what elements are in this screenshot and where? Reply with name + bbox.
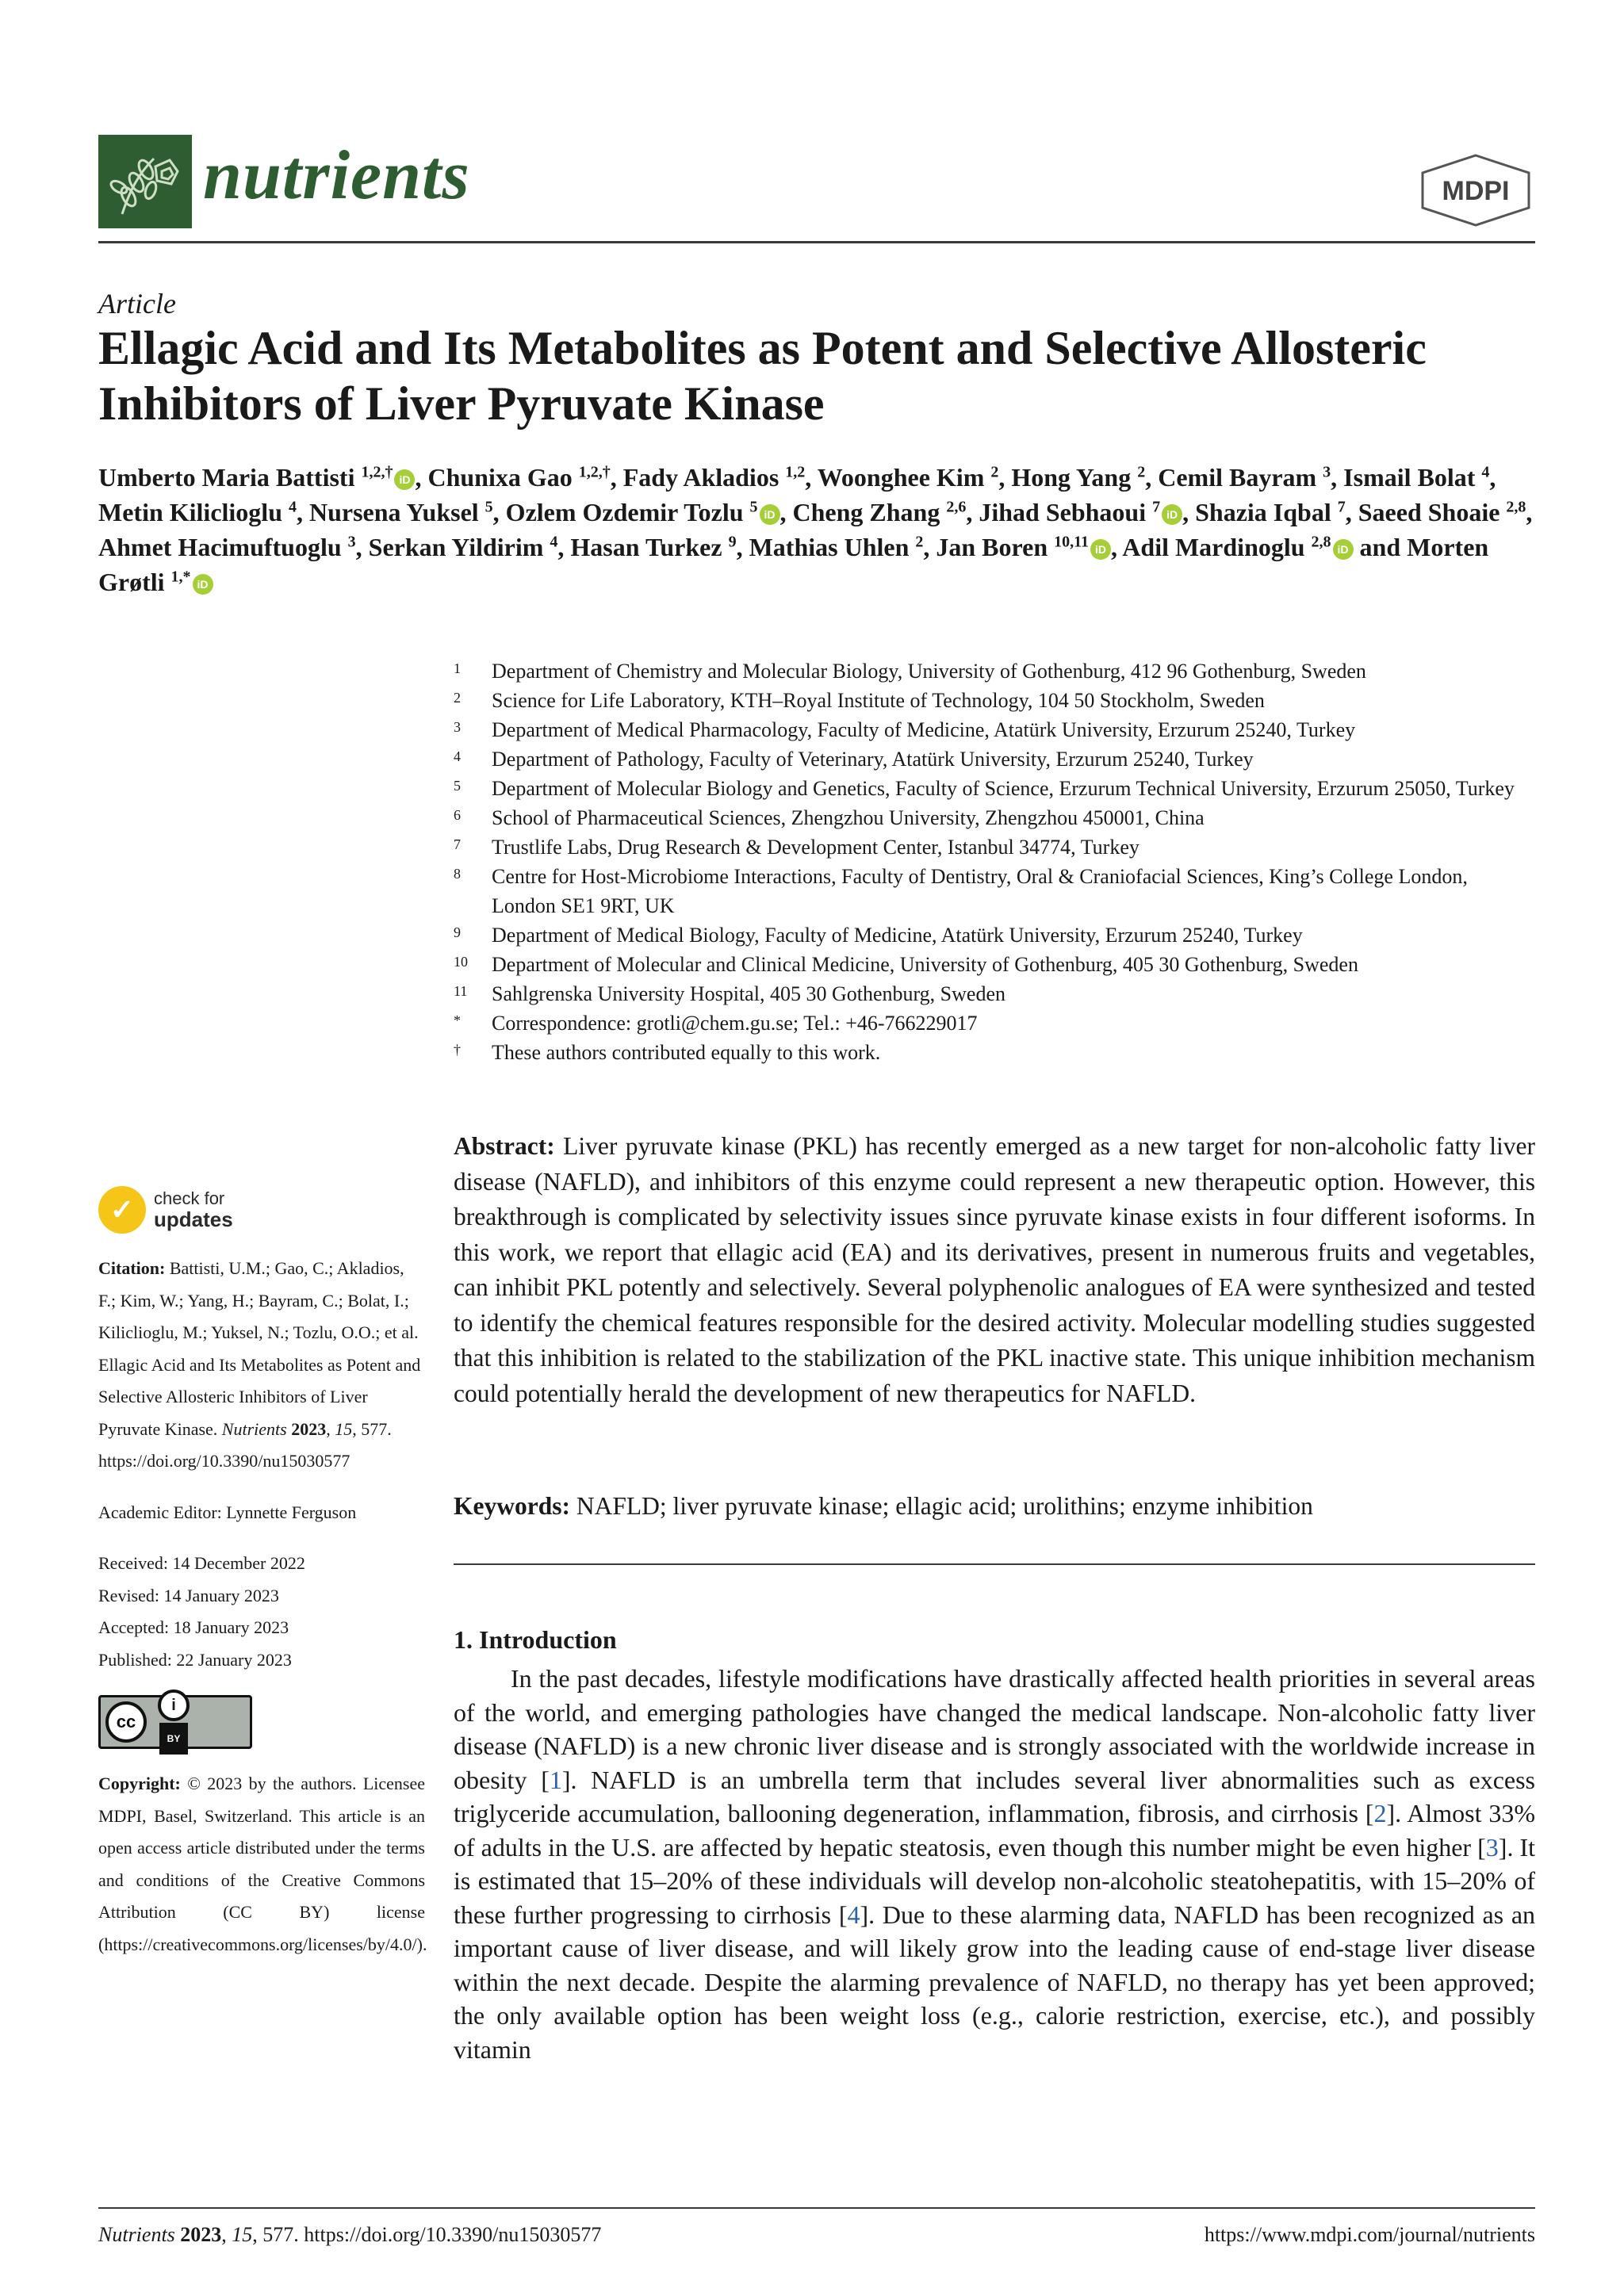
footer-year: 2023: [180, 2223, 222, 2246]
keywords: [454, 1489, 1535, 1525]
revised-date: Revised: 14 January 2023: [98, 1585, 279, 1605]
affiliation-number: 10: [454, 954, 468, 970]
affiliation-text: These authors contributed equally to this work.: [492, 1041, 881, 1064]
copyright-text: © 2023 by the authors. Licensee MDPI, Basel, Switzerland. This article is an open access article distributed under the terms and conditions of the Creative Commons Attribution (CC BY) license (https://creativecommons.org/licenses/by/4.0/).: [98, 1774, 427, 1954]
footer-divider: [98, 2207, 1535, 2209]
affiliation-number: *: [454, 1012, 461, 1028]
affiliation-number: 1: [454, 660, 461, 676]
intro-text-5: . Due to these alarming data, NAFLD has been recognized as an important cause of liver disease, and will likely grow into the leading cause of end-stage liver disease within the next decade. Despite the alarming prevalence of NAFLD, no therapy has yet been approved; the only available option has been weight loss (e.g., calorie restriction, exercise, etc.), and possibly vitamin: [454, 1900, 1536, 2064]
citation: Citation: Battisti, U.M.; Gao, C.; Akladios, F.; Kim, W.; Yang, H.; Bayram, C.; Bolat, I.; Kiliclioglu, M.; Yuksel, N.; Tozlu, O.O.; et al. Ellagic Acid and Its Metabolites as Potent and Selective Allosteric Inhibitors of Liver Pyruvate Kinase. Nutrients 2023, 15, 577. https://doi.org/10.3390/nu15030577: [98, 1258, 421, 1471]
author-name: Serkan Yildirim: [368, 533, 544, 561]
author-affiliation-marker: 7: [1152, 498, 1161, 516]
citation-journal: Nutrients: [221, 1418, 287, 1439]
author-name: Saeed Shoaie: [1358, 498, 1500, 526]
affiliation-number: 2: [454, 690, 461, 706]
intro-text-3: . Almost 33% of adults in the U.S. are affected by hepatic steatosis, even though this number might be even higher: [454, 1799, 1536, 1862]
affiliation-text: Department of Molecular Biology and Genetics, Faculty of Science, Erzurum Technical University, Erzurum 25050, Turkey: [492, 777, 1515, 800]
and-word: and: [1359, 533, 1401, 561]
footer-journal: Nutrients: [98, 2223, 175, 2246]
affiliation-item: [454, 744, 1535, 774]
author-affiliation-marker: 4: [288, 498, 297, 516]
author-name: Nursena Yuksel: [308, 498, 479, 526]
intro-text-4: . It is estimated that 15–20% of these individuals will develop non-alcoholic steatohepatitis, with 15–20% of these further progressing to cirrhosis: [454, 1832, 1536, 1929]
introduction-paragraph: In the past decades, lifestyle modifications have drastically affected health priorities in several areas of the world, and emerging pathologies have changed the medical landscape. Non-alcoholic fatty liver disease (NAFLD) is a new chronic liver disease and is strongly associated with the worldwide increase in obesity [1]. NAFLD is an umbrella term that includes several liver abnormalities such as excess triglyceride accumulation, ballooning degeneration, inflammation, fibrosis, and cirrhosis [2]. Almost 33% of adults in the U.S. are affected by hepatic steatosis, even though this number might be even higher [3]. It is estimated that 15–20% of these individuals will develop non-alcoholic steatohepatitis, with 15–20% of these further progressing to cirrhosis [4]. Due to these alarming data, NAFLD has been recognized as an important cause of liver disease, and will likely grow into the leading cause of end-stage liver disease within the next decade. Despite the alarming prevalence of NAFLD, no therapy has yet been approved; the only available option has been weight loss (e.g., calorie restriction, exercise, etc.), and possibly vitamin: [454, 1664, 1536, 2064]
attribution-person-icon: i: [158, 1689, 190, 1721]
author-name: Fady Akladios: [622, 463, 779, 492]
author-name: Jan Boren: [936, 533, 1048, 561]
keywords-text: NAFLD; liver pyruvate kinase; ellagic acid; urolithins; enzyme inhibition: [576, 1492, 1313, 1520]
footer-citation: Nutrients 2023, 15, 577. https://doi.org/10.3390/nu15030577: [98, 2223, 602, 2246]
abstract: [454, 1129, 1535, 1411]
affiliation-item: [454, 920, 1535, 950]
affiliation-item: [454, 1038, 1535, 1067]
author-name: Mathias Uhlen: [749, 533, 910, 561]
affiliation-item: [454, 656, 1535, 686]
affiliation-item: [454, 862, 1535, 920]
abstract-text: Liver pyruvate kinase (PKL) has recently emerged as a new target for non-alcoholic fatty liver disease (NAFLD), and inhibitors of this enzyme could represent a new therapeutic option. However, this breakthrough is complicated by selectivity issues since pyruvate kinase exists in four different isoforms. In this work, we report that ellagic acid (EA) and its derivatives, present in numerous fruits and vegetables, can inhibit PKL potently and selectively. Several polyphenolic analogues of EA were synthesized and tested to identify the chemical features responsible for the desired activity. Molecular modelling studies suggested that this inhibition is related to the stabilization of the PKL inactive state. This unique inhibition mechanism could potentially herald the development of new therapeutics for NAFLD.: [454, 1132, 1536, 1407]
citation-link[interactable]: 4: [847, 1900, 860, 1929]
author-affiliation-marker: 4: [1481, 463, 1490, 481]
check-updates-line2: updates: [154, 1207, 233, 1231]
published-date: Published: 22 January 2023: [98, 1649, 292, 1670]
affiliation-item: [454, 1008, 1535, 1038]
author-name: Shazia Iqbal: [1195, 498, 1331, 526]
citation-label: Citation:: [98, 1258, 166, 1278]
author-affiliation-marker: 2,6: [946, 498, 967, 516]
author-affiliation-marker: 5: [749, 498, 758, 516]
check-for-updates-badge[interactable]: [98, 1186, 233, 1234]
checkmark-icon: ✓: [98, 1186, 146, 1234]
academic-editor: Academic Editor: Lynnette Ferguson: [98, 1502, 357, 1522]
affiliation-text: Trustlife Labs, Drug Research & Development Center, Istanbul 34774, Turkey: [492, 836, 1139, 859]
copyright-label: Copyright:: [98, 1774, 181, 1793]
citation-volume: 15: [335, 1418, 353, 1439]
affiliation-number: †: [454, 1042, 461, 1058]
footer-doi[interactable]: , 577. https://doi.org/10.3390/nu15030577: [252, 2223, 602, 2246]
footer-journal-url[interactable]: https://www.mdpi.com/journal/nutrients: [1204, 2223, 1535, 2246]
author-name: Ismail Bolat: [1343, 463, 1476, 492]
affiliation-text: Science for Life Laboratory, KTH–Royal Institute of Technology, 104 50 Stockholm, Sweden: [492, 689, 1265, 712]
wheat-logo-icon: [98, 135, 192, 228]
affiliation-item: [454, 803, 1535, 832]
affiliation-item: [454, 832, 1535, 862]
author-affiliation-marker: 1,2,†: [361, 463, 393, 481]
author-affiliation-marker: 5: [485, 498, 493, 516]
copyright-notice: [98, 1768, 425, 1961]
citation-link[interactable]: 3: [1485, 1832, 1499, 1862]
affiliation-text: Centre for Host-Microbiome Interactions, Faculty of Dentistry, Oral & Craniofacial Sciences, King’s College London, London SE1 9RT, UK: [492, 865, 1468, 917]
received-date: Received: 14 December 2022: [98, 1553, 305, 1573]
affiliation-text: Sahlgrenska University Hospital, 405 30 Gothenburg, Sweden: [492, 982, 1005, 1005]
footer-volume: 15: [232, 2223, 253, 2246]
affiliation-item: [454, 979, 1535, 1008]
author-affiliation-marker: 7: [1337, 498, 1346, 516]
author-affiliation-marker: 2,8: [1311, 533, 1331, 551]
author-affiliation-marker: 2,8: [1506, 498, 1526, 516]
article-type: Article: [98, 288, 176, 320]
author-name: Woonghee Kim: [817, 463, 985, 492]
section-heading: 1. Introduction: [454, 1625, 617, 1654]
affiliation-text: Department of Medical Pharmacology, Faculty of Medicine, Atatürk University, Erzurum 25240, Turkey: [492, 718, 1356, 741]
author-affiliation-marker: 1,2: [785, 463, 806, 481]
affiliation-item: [454, 950, 1535, 979]
author-name: Chunixa Gao: [427, 463, 573, 492]
affiliation-list: [454, 656, 1535, 1067]
affiliation-number: 3: [454, 719, 461, 735]
author-name: Cheng Zhang: [792, 498, 940, 526]
citation-year: 2023: [291, 1418, 327, 1439]
author-affiliation-marker: 9: [728, 533, 737, 551]
journal-name: nutrients: [203, 137, 470, 214]
author-affiliation-marker: 10,11: [1054, 533, 1090, 551]
author-affiliation-marker: 2: [915, 533, 924, 551]
citation-link[interactable]: 1: [549, 1765, 562, 1794]
accepted-date: Accepted: 18 January 2023: [98, 1617, 289, 1637]
author-name: Ahmet Hacimuftuoglu: [98, 533, 342, 561]
intro-text-2: . NAFLD is an umbrella term that includes several liver abnormalities such as excess triglyceride accumulation, ballooning degeneration, inflammation, fibrosis, and cirrhosis: [454, 1765, 1536, 1827]
affiliation-text: Department of Molecular and Clinical Medicine, University of Gothenburg, 405 30 Gothenburg, Sweden: [492, 953, 1358, 976]
author-list: Umberto Maria Battisti $^{1,2,\dagger}$ iD , Chunixa Gao $^{1,2,\dagger}$, Fady Akladios $^{1,2}$, Woonghee Kim $^2$, Hong Yang $^2$, Cemil Bayram $^3$, Ismail Bolat $^4$, Metin Kiliclioglu $^4$, Nursena Yuksel $^5$, Ozlem Ozdemir Tozlu $^5$ iD , Cheng Zhang $^{2,6}$, Jihad Sebhaoui $^7$ iD , Shazia Iqbal $^7$, Saeed Shoaie $^{2,8}$, Ahmet Hacimuftuoglu $^3$, Serkan Yildirim $^4$, Hasan Turkez $^9$, Mathias Uhlen $^2$, Jan Boren $^{10,11}$ iD , Adil Mardinoglu $^{2,8}$ iD and Morten Grøtli $^{1,*}$ iD: [98, 463, 1533, 596]
author-affiliation-marker: 2: [1137, 463, 1146, 481]
author-name: Umberto Maria Battisti: [98, 463, 355, 492]
abstract-label: Abstract:: [454, 1132, 555, 1160]
affiliation-item: [454, 686, 1535, 715]
affiliation-number: 7: [454, 836, 461, 852]
affiliation-number: 5: [454, 778, 461, 794]
orcid-icon[interactable]: iD: [1162, 504, 1182, 525]
affiliation-text: Correspondence: grotli@chem.gu.se; Tel.: +46-766229017: [492, 1012, 978, 1035]
author-name: Metin Kiliclioglu: [98, 498, 282, 526]
author-name: Morten Grøtli: [98, 533, 1489, 596]
author-affiliation-marker: 2: [990, 463, 999, 481]
affiliation-number: 6: [454, 807, 461, 823]
author-name: Adil Mardinoglu: [1122, 533, 1305, 561]
orcid-icon[interactable]: iD: [1333, 539, 1354, 560]
author-affiliation-marker: 3: [1323, 463, 1331, 481]
affiliation-text: Department of Chemistry and Molecular Biology, University of Gothenburg, 412 96 Gothenburg, Sweden: [492, 660, 1366, 683]
author-affiliation-marker: 1,*: [170, 568, 191, 586]
section-divider: [454, 1563, 1535, 1565]
keywords-label: Keywords:: [454, 1492, 570, 1520]
orcid-icon[interactable]: iD: [1090, 539, 1111, 560]
affiliation-item: [454, 774, 1535, 803]
author-name: Hasan Turkez: [570, 533, 722, 561]
citation-doi[interactable]: , 577. https://doi.org/10.3390/nu15030577: [98, 1418, 392, 1471]
affiliation-number: 4: [454, 748, 461, 764]
affiliation-number: 9: [454, 924, 461, 940]
affiliation-text: School of Pharmaceutical Sciences, Zhengzhou University, Zhengzhou 450001, China: [492, 806, 1205, 829]
affiliation-number: 8: [454, 866, 461, 882]
author-affiliation-marker: 4: [550, 533, 558, 551]
orcid-icon[interactable]: iD: [760, 504, 780, 525]
header-divider: [98, 241, 1535, 243]
orcid-icon[interactable]: iD: [394, 469, 415, 490]
author-name: Hong Yang: [1011, 463, 1132, 492]
author-name: Cemil Bayram: [1158, 463, 1317, 492]
author-name: Ozlem Ozdemir Tozlu: [505, 498, 744, 526]
orcid-icon[interactable]: iD: [193, 574, 213, 595]
author-name: Jihad Sebhaoui: [979, 498, 1147, 526]
citation-text: Battisti, U.M.; Gao, C.; Akladios, F.; Kim, W.; Yang, H.; Bayram, C.; Bolat, I.; Kiliclioglu, M.; Yuksel, N.; Tozlu, O.O.; et al. Ellagic Acid and Its Metabolites as Potent and Selective Allosteric Inhibitors of Liver Pyruvate Kinase.: [98, 1258, 421, 1439]
affiliation-text: Department of Medical Biology, Faculty of Medicine, Atatürk University, Erzurum 25240, Turkey: [492, 924, 1303, 947]
cc-by-label: BY: [159, 1723, 189, 1755]
publisher-label: MDPI: [1442, 176, 1510, 206]
author-affiliation-marker: 3: [347, 533, 356, 551]
affiliation-text: Department of Pathology, Faculty of Veterinary, Atatürk University, Erzurum 25240, Turkey: [492, 748, 1254, 771]
journal-logo: [98, 135, 192, 228]
citation-link[interactable]: 2: [1373, 1799, 1387, 1827]
article-sidebar: [98, 1253, 425, 1961]
affiliation-number: 11: [454, 983, 468, 999]
cc-by-license-badge[interactable]: [98, 1695, 252, 1749]
creative-commons-icon: cc: [105, 1701, 147, 1743]
author-affiliation-marker: 1,2,†: [578, 463, 611, 481]
article-title: Ellagic Acid and Its Metabolites as Potent and Selective Allosteric Inhibitors of Liver Pyruvate Kinase: [98, 322, 1427, 430]
affiliation-item: [454, 715, 1535, 744]
mdpi-logo: [1418, 152, 1534, 232]
check-updates-line1: check for: [154, 1188, 225, 1208]
intro-text-1: In the past decades, lifestyle modifications have drastically affected health priorities in several areas of the world, and emerging pathologies have changed the medical landscape. Non-alcoholic fatty liver disease (NAFLD) is a new chronic liver disease and is strongly associated with the worldwide increase in obesity: [454, 1664, 1535, 1794]
